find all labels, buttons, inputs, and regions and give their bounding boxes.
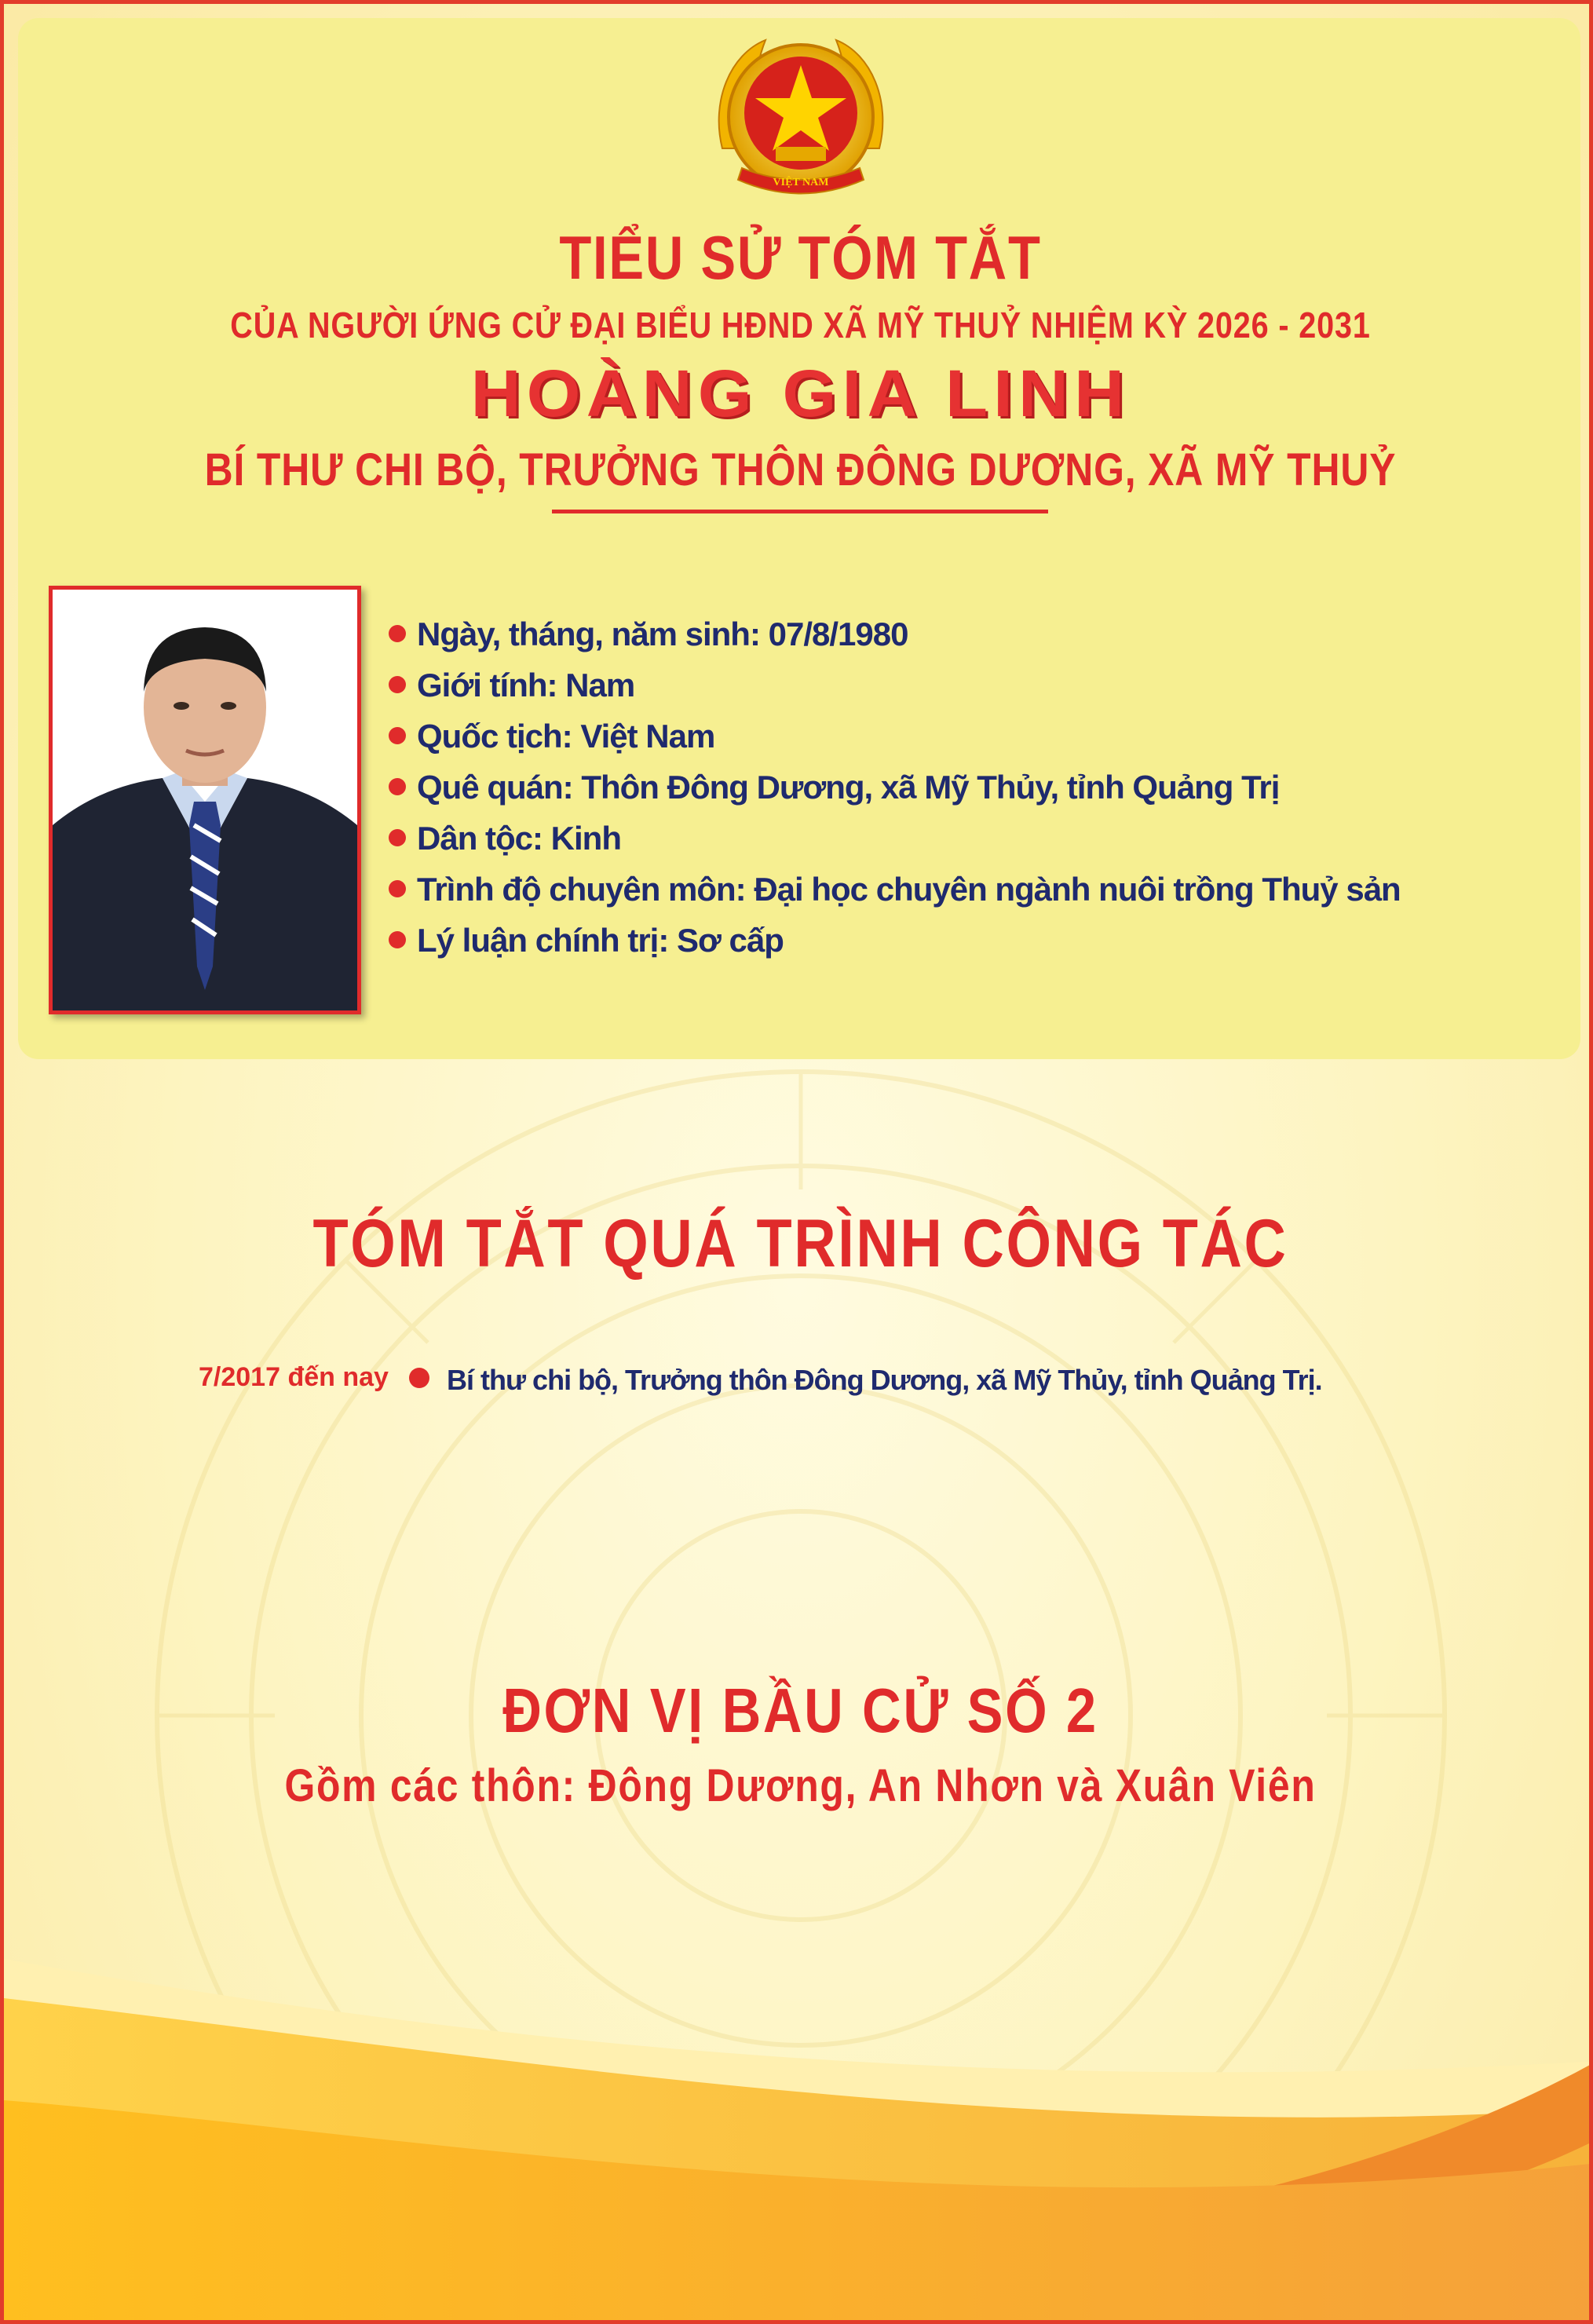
emblem-banner-text: VIỆT NAM	[773, 177, 829, 188]
page-title: TIỂU SỬ TÓM TẮT	[559, 223, 1042, 292]
candidate-position: BÍ THƯ CHI BỘ, TRƯỞNG THÔN ĐÔNG DƯƠNG, XÃ MỸ THUỶ	[204, 444, 1397, 495]
info-gender: Giới tính: Nam	[389, 660, 1590, 711]
bullet-icon	[389, 931, 406, 948]
info-education: Trình độ chuyên môn: Đại học chuyên ngành nuôi trồng Thuỷ sản	[389, 864, 1590, 915]
timeline-dot-icon	[409, 1368, 429, 1388]
profile-info-list	[389, 608, 1590, 966]
info-ethnicity: Dân tộc: Kinh	[389, 813, 1590, 864]
decorative-waves	[4, 1904, 1593, 2324]
portrait-illustration	[53, 590, 357, 1010]
bullet-icon	[389, 625, 406, 642]
career-period: 7/2017 đến nay	[199, 1362, 389, 1392]
national-emblem-icon	[707, 31, 895, 216]
page-subtitle: CỦA NGƯỜI ỨNG CỬ ĐẠI BIỂU HĐND XÃ MỸ THUỶ NHIỆM KỲ 2026 - 2031	[230, 305, 1371, 345]
info-nationality: Quốc tịch: Việt Nam	[389, 711, 1590, 762]
info-birthdate: Ngày, tháng, năm sinh: 07/8/1980	[389, 608, 1590, 660]
info-hometown: Quê quán: Thôn Đông Dương, xã Mỹ Thủy, tỉnh Quảng Trị	[389, 762, 1590, 813]
info-political-theory: Lý luận chính trị: Sơ cấp	[389, 915, 1590, 966]
constituency-subtitle: Gồm các thôn: Đông Dương, An Nhơn và Xuân Viên	[284, 1760, 1317, 1811]
bullet-icon	[389, 676, 406, 693]
career-section-title: TÓM TẮT QUÁ TRÌNH CÔNG TÁC	[312, 1206, 1288, 1281]
position-underline	[552, 510, 1048, 513]
bullet-icon	[389, 778, 406, 795]
bullet-icon	[389, 727, 406, 744]
constituency-title: ĐƠN VỊ BẦU CỬ SỐ 2	[502, 1675, 1098, 1745]
bullet-icon	[389, 829, 406, 846]
career-description: Bí thư chi bộ, Trưởng thôn Đông Dương, xã Mỹ Thủy, tỉnh Quảng Trị.	[447, 1364, 1322, 1396]
bullet-icon	[389, 880, 406, 897]
candidate-name: HOÀNG GIA LINH	[470, 356, 1131, 430]
portrait-photo	[49, 586, 361, 1014]
